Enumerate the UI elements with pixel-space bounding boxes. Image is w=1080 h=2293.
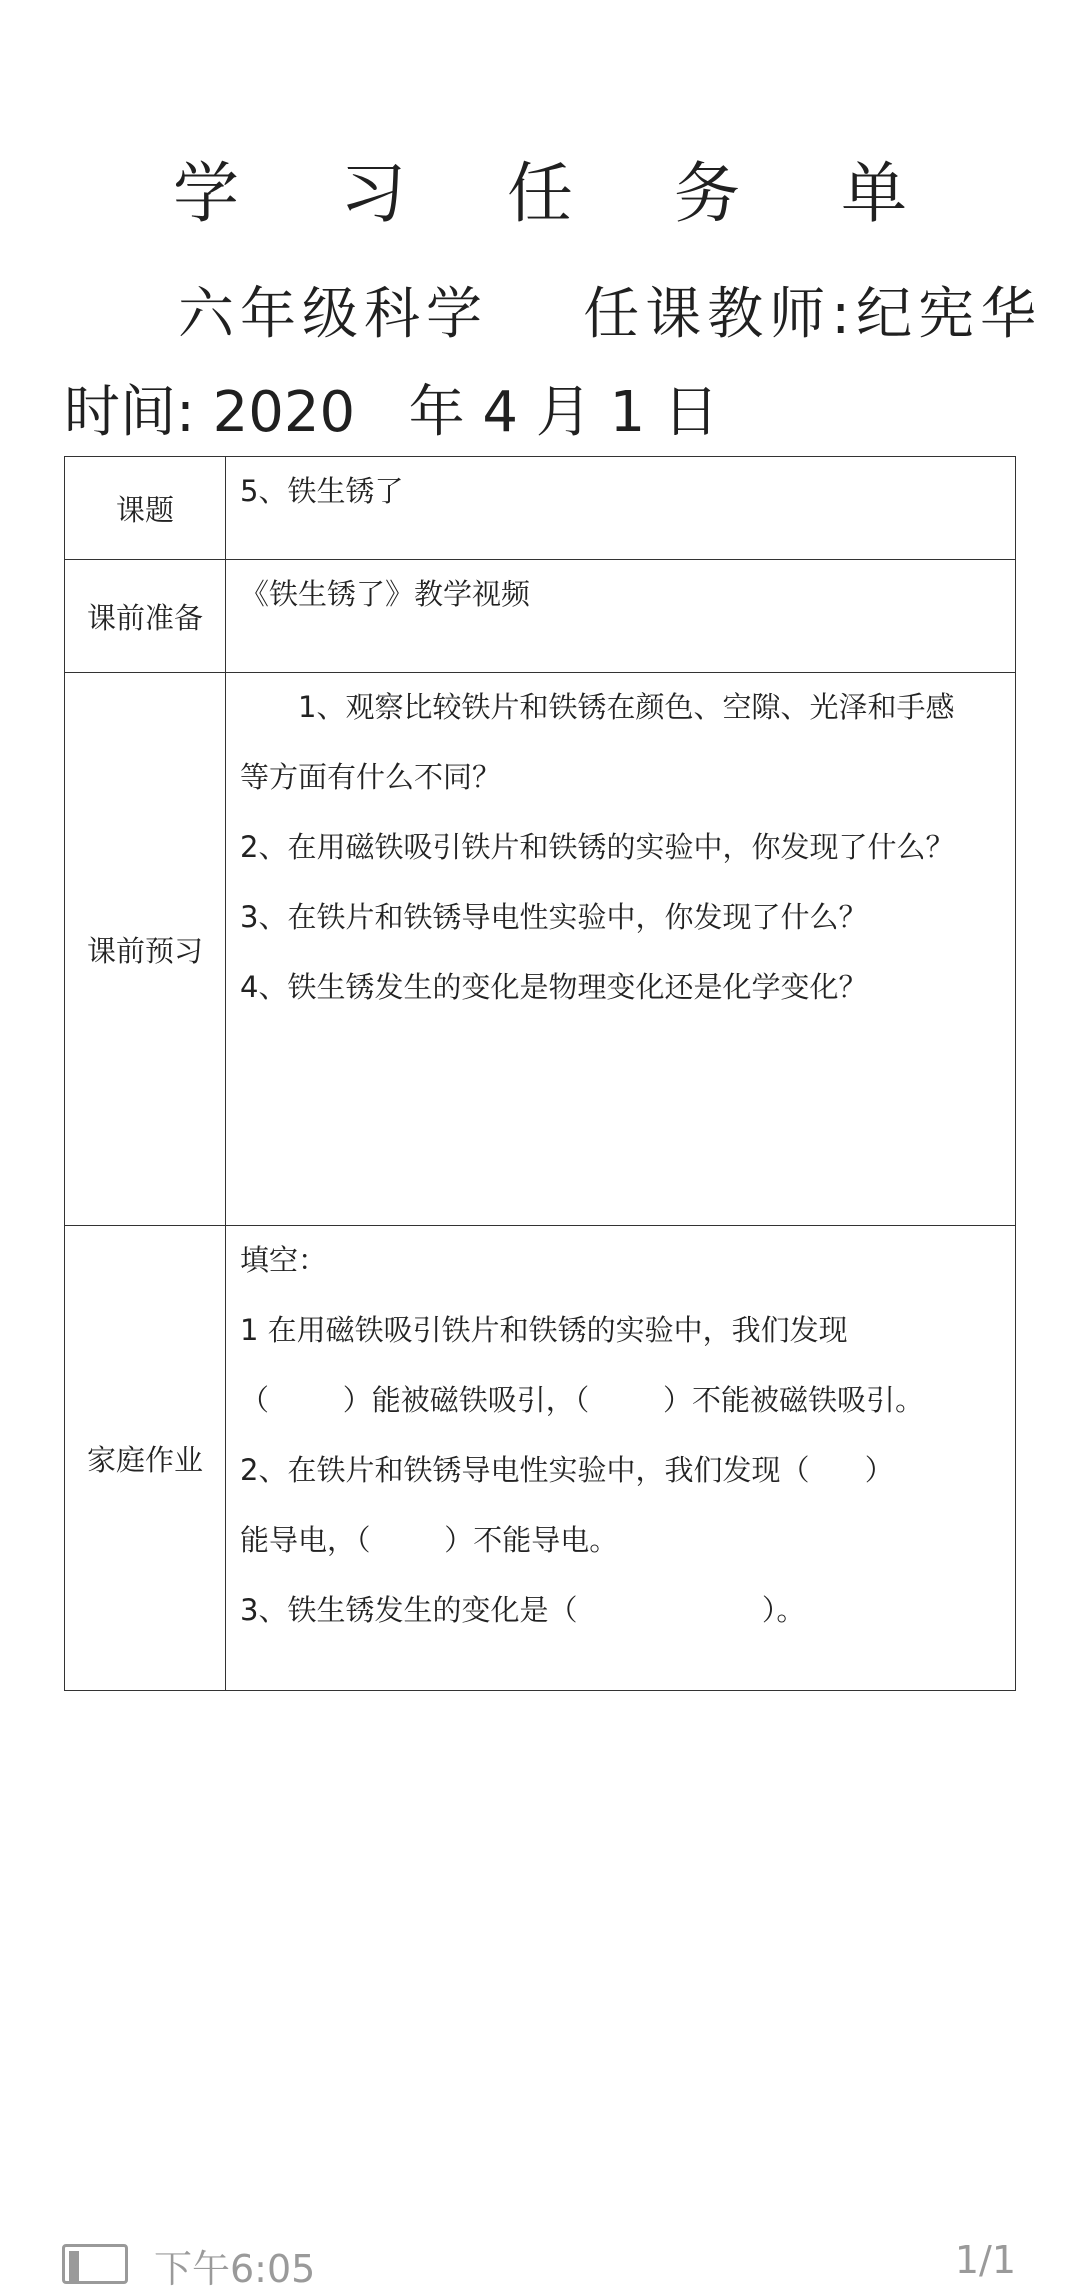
content-line: 3、在铁片和铁锈导电性实验中，你发现了什么？ bbox=[240, 900, 868, 934]
date-line: 时间: 2020 年 4 月 1 日 bbox=[64, 380, 720, 445]
content-line: 2、在用磁铁吸引铁片和铁锈的实验中，你发现了什么？ bbox=[240, 830, 955, 864]
document-page-icon[interactable] bbox=[62, 2244, 128, 2284]
task-table bbox=[64, 456, 1016, 1691]
content-line: 3、铁生锈发生的变化是（ ）。 bbox=[240, 1593, 806, 1627]
row-content-homework bbox=[226, 1226, 1016, 1691]
table-row-topic bbox=[65, 457, 1016, 560]
content-line: 5、铁生锈了 bbox=[240, 474, 404, 508]
content-line: 填空： bbox=[240, 1243, 328, 1277]
table-row-homework bbox=[65, 1226, 1016, 1691]
row-content-topic bbox=[226, 457, 1016, 560]
page-count: 1/1 bbox=[954, 2238, 1016, 2282]
page-title: 学 习 任 务 单 bbox=[173, 155, 947, 232]
content-line: 4、铁生锈发生的变化是物理变化还是化学变化？ bbox=[240, 970, 868, 1004]
row-label-topic: 课题 bbox=[65, 457, 226, 560]
row-content-preview bbox=[226, 673, 1016, 1226]
subtitle-grade-teacher: 六年级科学 任课教师:纪宪华 bbox=[178, 282, 1043, 347]
content-line: 等方面有什么不同？ bbox=[240, 760, 502, 794]
viewer-status-bar bbox=[0, 2236, 1080, 2291]
row-label-preview: 课前预习 bbox=[65, 673, 226, 1226]
row-label-preparation: 课前准备 bbox=[65, 560, 226, 673]
content-line: 1、观察比较铁片和铁锈在颜色、空隙、光泽和手感 bbox=[298, 690, 955, 724]
table-row-preview bbox=[65, 673, 1016, 1226]
row-label-homework: 家庭作业 bbox=[65, 1226, 226, 1691]
row-content-preparation bbox=[226, 560, 1016, 673]
content-line: 1 在用磁铁吸引铁片和铁锈的实验中，我们发现 bbox=[240, 1313, 848, 1347]
content-line: （ ）能被磁铁吸引，（ ）不能被磁铁吸引。 bbox=[240, 1383, 924, 1417]
content-line: 《铁生锈了》教学视频 bbox=[240, 577, 531, 611]
status-time: 下午6:05 bbox=[154, 2247, 316, 2291]
content-line: 能导电，（ ）不能导电。 bbox=[240, 1523, 619, 1557]
table-row-preparation bbox=[65, 560, 1016, 673]
content-line: 2、在铁片和铁锈导电性实验中，我们发现（ ） bbox=[240, 1453, 894, 1487]
